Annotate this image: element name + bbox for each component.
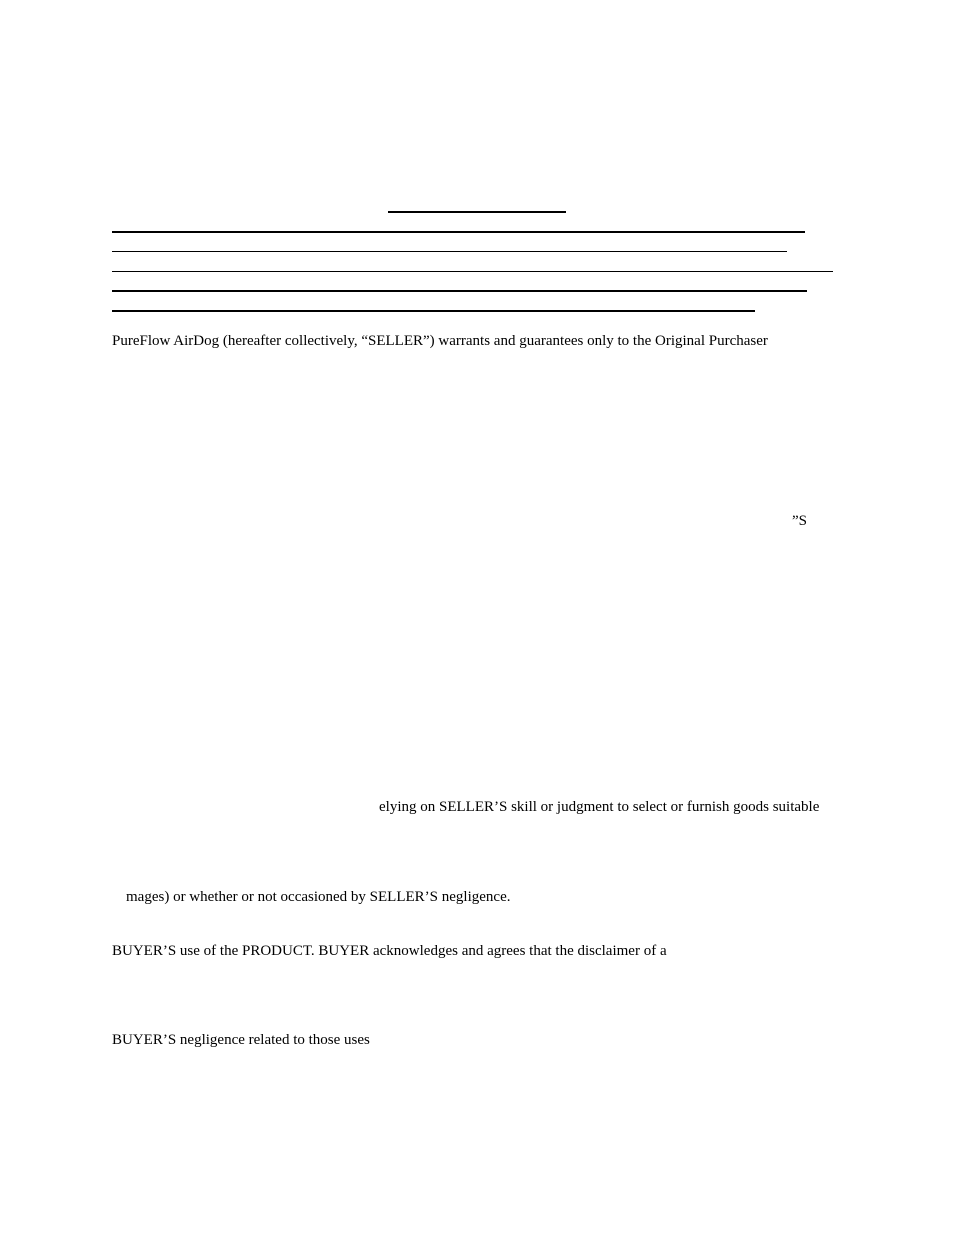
buyer-negligence-line: BUYER’S negligence related to those uses	[112, 1032, 370, 1048]
header-rule-2	[112, 251, 787, 252]
buyer-use-line: BUYER’S use of the PRODUCT. BUYER acknowledges and agrees that the disclaimer of a	[112, 943, 667, 959]
header-rule-5	[112, 310, 755, 312]
reliance-clause-line: elying on SELLER’S skill or judgment to select or furnish goods suitable	[379, 799, 820, 815]
header-rule-3	[112, 271, 833, 272]
damages-clause-line: mages) or whether or not occasioned by SELLER’S negligence.	[126, 889, 511, 905]
text-fragment-s: ”S	[792, 513, 807, 529]
header-rule-4	[112, 290, 807, 292]
heading-underline	[388, 211, 566, 213]
header-rule-1	[112, 231, 805, 233]
warranty-intro-line: PureFlow AirDog (hereafter collectively, “SELLER”) warrants and guarantees only to the Original Purchaser	[112, 333, 768, 349]
